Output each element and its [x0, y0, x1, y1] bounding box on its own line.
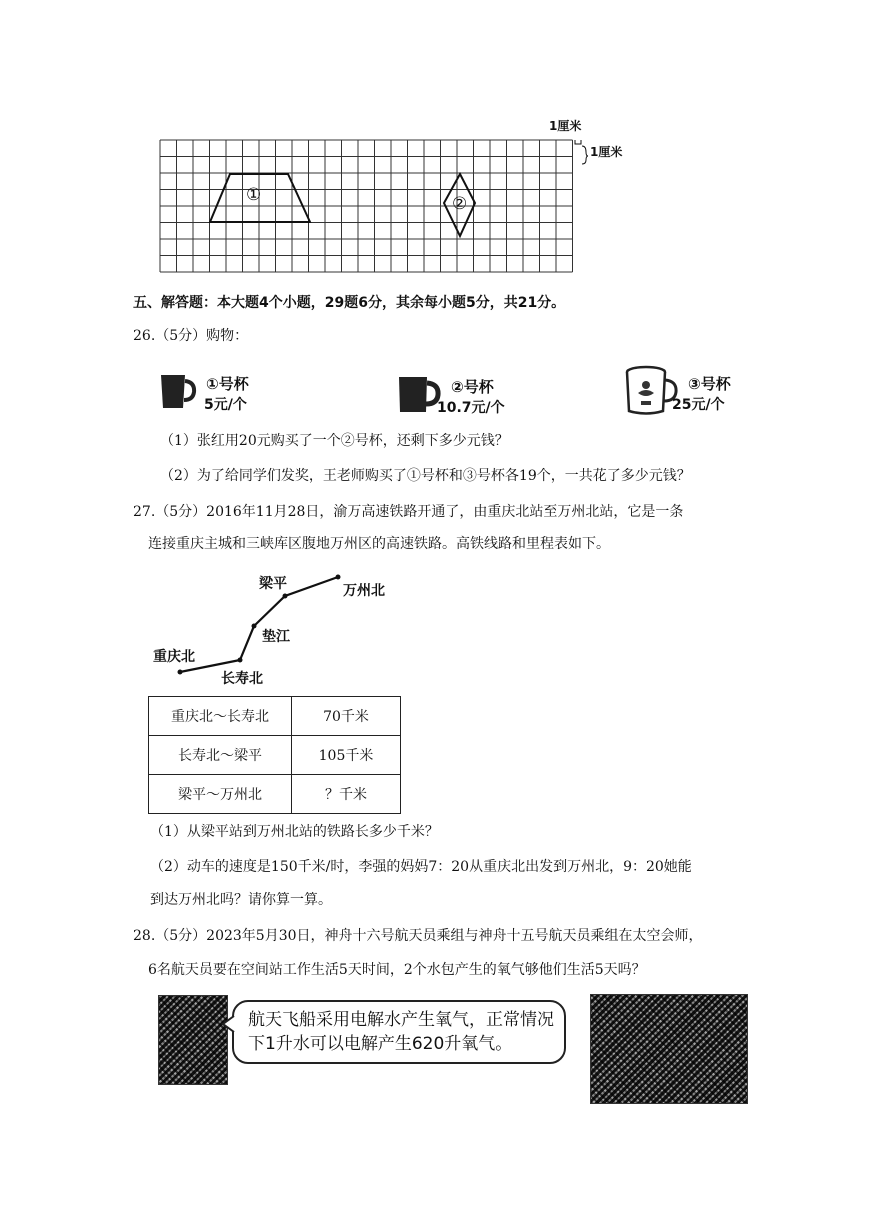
station-wanzhoubei: 万州北 [343, 583, 385, 599]
q27-sub2-line1: （2）动车的速度是150千米/时，李强的妈妈7：20从重庆北出发到万州北，9：20她能 [150, 859, 692, 875]
distance-cell: 105千米 [292, 736, 401, 775]
q26-title: 26.（5分）购物： [133, 328, 249, 344]
q27-sub2-line2: 到达万州北吗？请你算一算。 [150, 892, 332, 908]
table-row [149, 736, 401, 775]
astronaut-photo [158, 995, 228, 1085]
q26-sub1: （1）张红用20元购买了一个②号杯，还剩下多少元钱？ [160, 433, 509, 449]
q26-sub2: （2）为了给同学们发奖，王老师购买了①号杯和③号杯各19个，一共花了多少元钱？ [160, 468, 691, 484]
cup3-price: 25元/个 [672, 397, 725, 413]
cup1-name: ①号杯 [206, 375, 249, 393]
scale-horizontal-label: 1厘米 [549, 119, 582, 133]
route-cell: 重庆北～长寿北 [149, 697, 292, 736]
q28-line1: 28.（5分）2023年5月30日，神舟十六号航天员乘组与神舟十五号航天员乘组在太空会师， [133, 928, 703, 944]
cup1-price: 5元/个 [204, 397, 247, 413]
route-cell: 长寿北～梁平 [149, 736, 292, 775]
speech-bubble [232, 1000, 566, 1064]
q27-line1: 27.（5分）2016年11月28日，渝万高速铁路开通了，由重庆北站至万州北站，它是一条 [133, 504, 684, 520]
cup1-icon [158, 372, 198, 412]
q27-line2: 连接重庆主城和三峡库区腹地万州区的高速铁路。高铁线路和里程表如下。 [148, 536, 610, 552]
scale-vertical-label: 1厘米 [590, 145, 623, 159]
bubble-line1: 航天飞船采用电解水产生氧气，正常情况 [248, 1010, 554, 1030]
cup2-price: 10.7元/个 [437, 400, 505, 416]
crew-photo [590, 994, 748, 1104]
station-chongqingbei: 重庆北 [153, 649, 195, 665]
q27-sub1: （1）从梁平站到万州北站的铁路长多少千米？ [150, 824, 439, 840]
table-row [149, 697, 401, 736]
shape2-label: ② [452, 194, 468, 214]
distance-cell: ？千米 [292, 775, 401, 814]
bubble-line2: 下1升水可以电解产生620升氧气。 [248, 1034, 513, 1054]
cup3-name: ③号杯 [688, 375, 731, 393]
station-dianjiang: 垫江 [262, 629, 290, 645]
station-liangping: 梁平 [259, 576, 287, 592]
shape1-label: ① [246, 185, 262, 205]
q28-line2: 6名航天员要在空间站工作生活5天时间，2个水包产生的氧气够他们生活5天吗？ [148, 962, 646, 978]
table-row [149, 775, 401, 814]
route-cell: 梁平～万州北 [149, 775, 292, 814]
bubble-tail [222, 1014, 236, 1034]
cup2-name: ②号杯 [451, 378, 494, 396]
section-heading: 五、解答题：本大题4个小题，29题6分，其余每小题5分，共21分。 [133, 295, 566, 311]
distance-cell: 70千米 [292, 697, 401, 736]
station-changshoubei: 长寿北 [221, 671, 263, 687]
distance-table [148, 696, 401, 814]
cup2-icon [396, 374, 442, 416]
